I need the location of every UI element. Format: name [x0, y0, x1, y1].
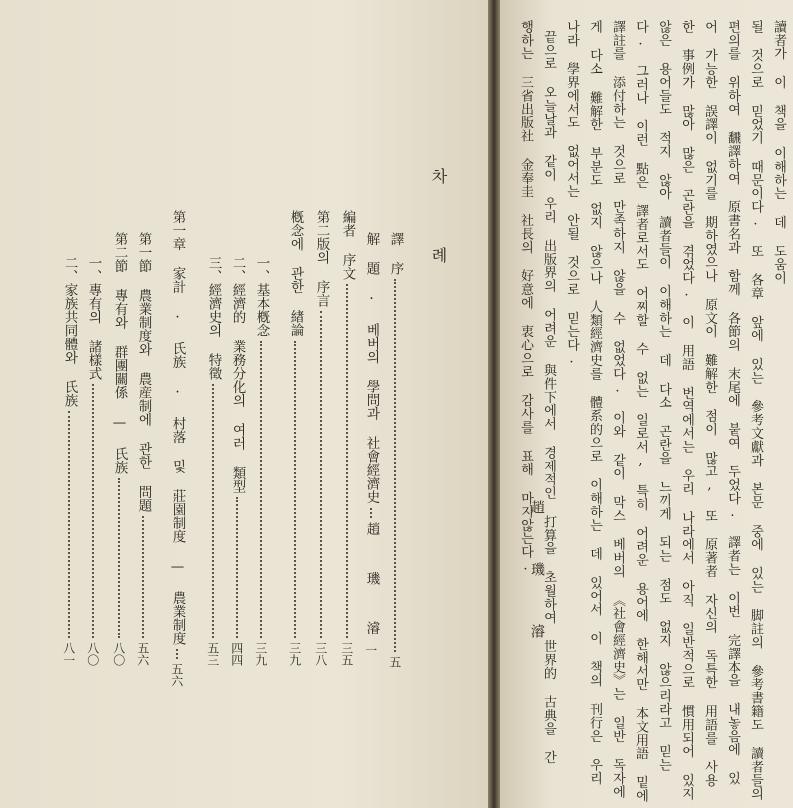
preface-line: 끝으로 오늘날과 같이 우리 出版界의 어려운 與件下에서 경제적인 打算을 초월하여 世界的 古典을 간: [541, 30, 556, 765]
preface-line: 譯註를 添付하는 것으로 만족하지 않을 수 없었다. 이와 같이 막스 베버의 《社會經濟史》는 일반 독자에: [610, 20, 625, 799]
toc-entry[interactable]: 第二版의 序言 三八: [313, 210, 330, 666]
preface-line: 讀者가 이 책을 이해하는 데 도움이: [771, 20, 786, 285]
toc-entry[interactable]: 譯 序 五: [387, 232, 404, 668]
toc-title: 차 례: [429, 168, 448, 285]
book-gutter: [488, 0, 500, 808]
toc-entry[interactable]: 編者 序文 三五: [339, 210, 356, 666]
preface-line: 게 다소 難解한 부분도 없지 않으나 人類經濟史를 體系的으로 이해하는 데 있어서 이 책의 刊行은 우리: [587, 20, 602, 785]
toc-entry[interactable]: 槪念에 관한 緖論 三九: [287, 210, 304, 666]
preface-line: 될 것으로 믿었기 때문이다. 또 各章 앞에 있는 參考文獻과 본문 중에 있는 脚註의 參考書籍도 讀者들의: [748, 20, 763, 801]
toc-entry[interactable]: 三、經濟史의 特徵 五三: [205, 256, 222, 666]
toc-entry[interactable]: 第二節 專有와 群團關係 — 氏族 八〇: [111, 232, 128, 666]
toc-entry[interactable]: 二、家族共同體와 氏族 八一: [61, 256, 78, 666]
preface-line: 다. 그러나 이런 點은 譯者로서도 어찌할 수 없는 일로서, 특히 어려운 용어에 한해서만 本文用語 밑에: [633, 20, 648, 803]
toc-entry[interactable]: 第一章 家計 · 氏族 · 村落 및 莊園制度 — 農業制度 五六: [169, 210, 186, 687]
toc-entry[interactable]: 第一節 農業制度와 農産制에 관한 問題 五六: [135, 232, 152, 666]
translator-signature: 趙 璣 濬: [529, 500, 545, 654]
right-page: [500, 0, 793, 808]
preface-line: 어 가능한 誤譯이 없기를 期하였으나 原文이 難解한 점이 많고, 또 原著者 자신의 독특한 用語를 사용: [702, 20, 717, 787]
preface-line: 행하는 三省出版社 金奉圭 社長의 好意에 衷心으로 감사를 표해 마지않는다.: [518, 20, 533, 574]
toc-entry[interactable]: 一、專有의 諸樣式 八〇: [85, 256, 102, 666]
preface-line: 편의를 위하여 飜譯하여 原書名과 함께 各節의 末尾에 붙여 두었다. 譯者는 이번 完譯本을 내놓음에 있: [725, 20, 740, 785]
preface-line: 나라 學界에서도 없어서는 안될 것으로 믿는다.: [564, 20, 579, 367]
toc-entry[interactable]: 二、經濟的 業務分化의 여러 類型 四四: [229, 256, 246, 666]
toc-entry[interactable]: 解 題 · 베버의 學問과 社會經濟史 趙 璣 濬 一: [363, 232, 380, 656]
preface-line: 한 事例가 많아 많은 곤란을 겪었다. 이 用語 번역에서는 우리 나라에서 아직 일반적으로 慣用되어 있지: [679, 20, 694, 801]
preface-line: 않은 용어들도 적지 않아 讀者들이 이해하는 데 다소 곤란을 느끼게 되는 점도 없지 않으리라고 믿는: [656, 20, 671, 772]
toc-entry[interactable]: 一、基本槪念 三九: [253, 256, 270, 666]
